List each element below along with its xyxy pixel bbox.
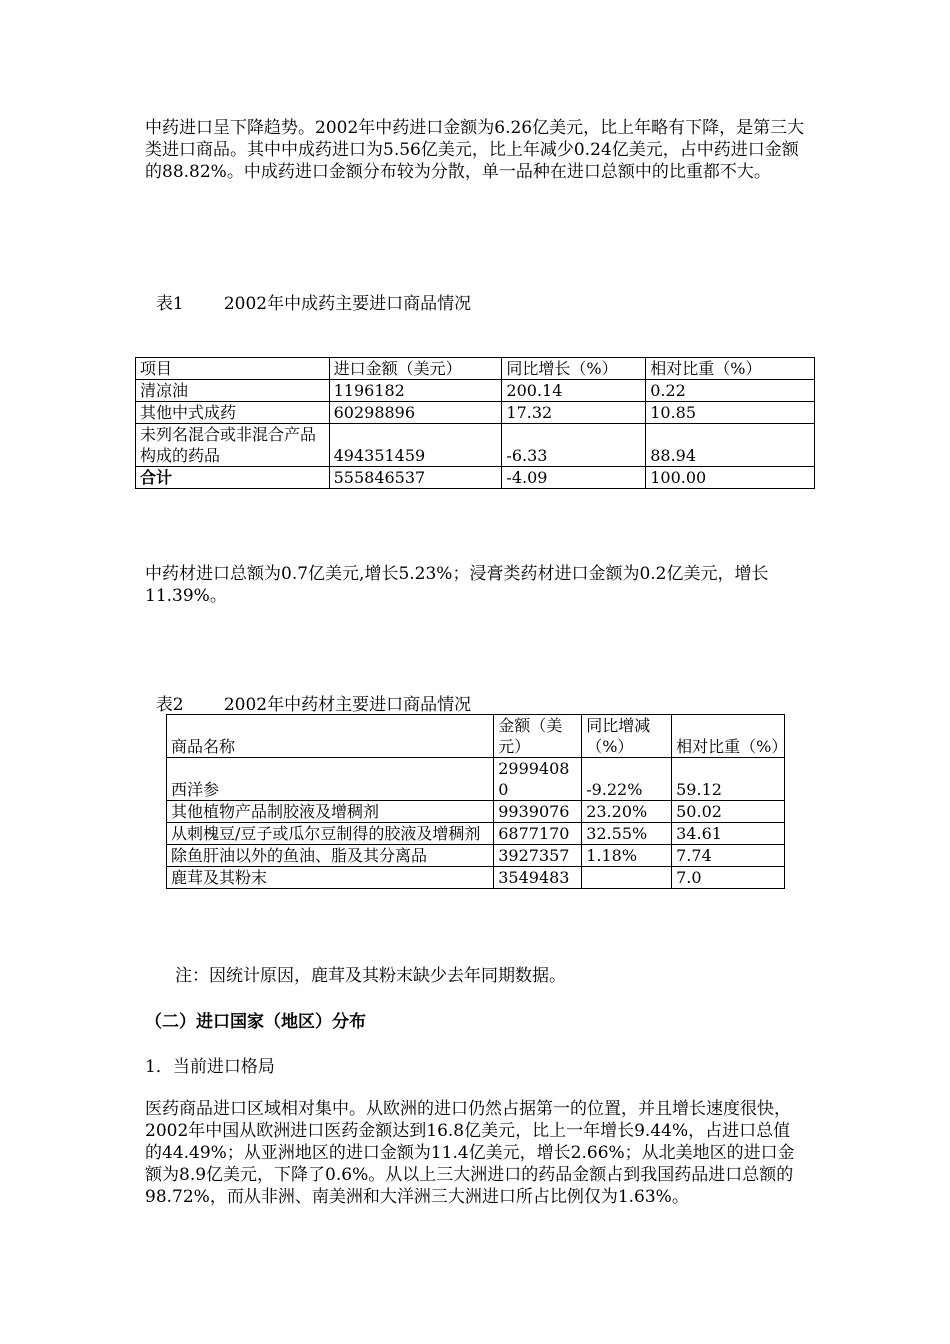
intro-paragraph: 中药进口呈下降趋势。2002年中药进口金额为6.26亿美元，比上年略有下降，是第三大类进口商品。其中中成药进口为5.56亿美元，比上年减少0.24亿美元，占中药进口金额的88.82%。中成药进口金额分布较为分散，单一品种在进口总额中的比重都不大。 — [145, 118, 805, 182]
table-cell: 32.55% — [582, 823, 672, 845]
table2-label: 表2 — [155, 695, 184, 715]
header-cell: 项目 — [136, 358, 330, 380]
table-cell: 88.94 — [646, 424, 815, 467]
table-cell: 从刺槐豆/豆子或瓜尔豆制得的胶液及增稠剂 — [167, 823, 494, 845]
table1-caption — [145, 271, 471, 315]
table1-title: 2002年中成药主要进口商品情况 — [223, 294, 472, 314]
table-cell — [582, 867, 672, 889]
table-cell: 0.22 — [646, 380, 815, 402]
table-cell: 10.85 — [646, 402, 815, 424]
table-cell: 未列名混合或非混合产品构成的药品 — [136, 424, 330, 467]
table-cell: 3549483 — [494, 867, 582, 889]
table-cell: 59.12 — [672, 758, 785, 801]
table2-caption — [145, 672, 471, 716]
table-cell: 7.74 — [672, 845, 785, 867]
table-cell: 60298896 — [329, 402, 502, 424]
table-header-row — [136, 358, 815, 380]
table-row — [167, 758, 785, 801]
table-cell: 3927357 — [494, 845, 582, 867]
table2-note: 注：因统计原因，鹿茸及其粉末缺少去年同期数据。 — [175, 966, 566, 986]
table-row — [167, 823, 785, 845]
table2 — [166, 714, 788, 889]
table-row — [136, 380, 815, 402]
table-row — [167, 801, 785, 823]
table-cell: 1.18% — [582, 845, 672, 867]
table-cell: -6.33 — [502, 424, 646, 467]
table-total-row — [136, 467, 815, 489]
header-cell: 商品名称 — [167, 715, 494, 758]
table-cell: -4.09 — [502, 467, 646, 489]
header-cell: 同比增减（%） — [582, 715, 672, 758]
table-row — [167, 845, 785, 867]
table-cell: 34.61 — [672, 823, 785, 845]
table-cell: 100.00 — [646, 467, 815, 489]
table-cell: 29994080 — [494, 758, 582, 801]
header-cell: 进口金额（美元） — [329, 358, 502, 380]
table-row — [167, 867, 785, 889]
table-cell: 7.0 — [672, 867, 785, 889]
subsection-heading: 1．当前进口格局 — [145, 1057, 275, 1077]
table1 — [135, 357, 815, 489]
table-cell: 17.32 — [502, 402, 646, 424]
table-cell: 合计 — [136, 467, 330, 489]
table-cell: 6877170 — [494, 823, 582, 845]
header-cell: 金额（美元） — [494, 715, 582, 758]
table-cell: 西洋参 — [167, 758, 494, 801]
table-cell: -9.22% — [582, 758, 672, 801]
table-cell: 200.14 — [502, 380, 646, 402]
table2-title: 2002年中药材主要进口商品情况 — [223, 695, 472, 715]
table-cell: 555846537 — [329, 467, 502, 489]
table-cell: 50.02 — [672, 801, 785, 823]
table-cell: 23.20% — [582, 801, 672, 823]
table-row — [136, 402, 815, 424]
table-cell: 其他中式成药 — [136, 402, 330, 424]
header-cell: 相对比重（%） — [646, 358, 815, 380]
table-cell: 鹿茸及其粉末 — [167, 867, 494, 889]
table-cell: 9939076 — [494, 801, 582, 823]
table-cell: 其他植物产品制胶液及增稠剂 — [167, 801, 494, 823]
table-cell: 除鱼肝油以外的鱼油、脂及其分离品 — [167, 845, 494, 867]
header-cell: 相对比重（%） — [672, 715, 785, 758]
final-paragraph: 医药商品进口区域相对集中。从欧洲的进口仍然占据第一的位置，并且增长速度很快，2002年中国从欧洲进口医药金额达到16.8亿美元，比上一年增长9.44%，占进口总值的44.49%；从亚洲地区的进口金额为11.4亿美元，增长2.66%；从北美地区的进口金额为8.9亿美元，下降了0.6%。从以上三大洲进口的药品金额占到我国药品进口总额的98.72%，而从非洲、南美洲和大洋洲三大洲进口所占比例仅为1.63%。 — [145, 1099, 795, 1207]
table-header-row — [167, 715, 785, 758]
table1-label: 表1 — [155, 294, 184, 314]
table-row — [136, 424, 815, 467]
table-cell: 494351459 — [329, 424, 502, 467]
header-cell: 同比增长（%） — [502, 358, 646, 380]
section-heading: （二）进口国家（地区）分布 — [145, 1012, 366, 1032]
table-cell: 1196182 — [329, 380, 502, 402]
table-cell: 清凉油 — [136, 380, 330, 402]
mid-paragraph: 中药材进口总额为0.7亿美元,增长5.23%；浸膏类药材进口金额为0.2亿美元，增长11.39%。 — [145, 564, 769, 606]
